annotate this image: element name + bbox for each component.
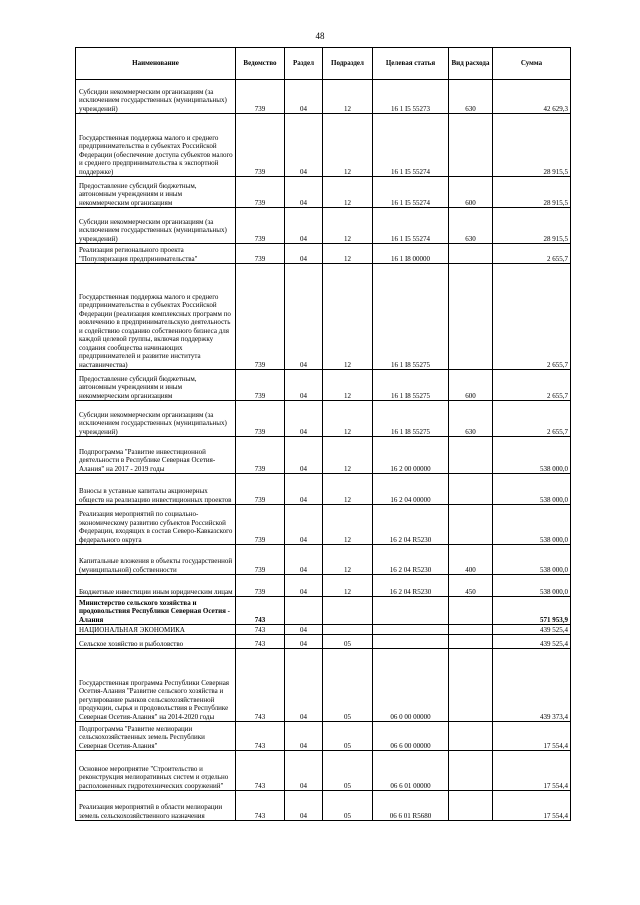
cell-podrazdel: 12	[323, 370, 373, 401]
cell-vedomstvo: 739	[236, 505, 285, 545]
cell-razdel: 04	[285, 635, 323, 649]
table-row	[76, 575, 571, 597]
cell-expense-type	[449, 474, 493, 505]
cell-razdel: 04	[285, 474, 323, 505]
cell-amount: 538 000,0	[493, 437, 571, 474]
cell-expense-type: 600	[449, 177, 493, 208]
cell-amount: 538 000,0	[493, 575, 571, 597]
cell-amount: 439 373,4	[493, 649, 571, 722]
cell-name: Взносы в уставные капиталы акционерных обществ на реализацию инвестиционных проектов	[76, 474, 236, 505]
cell-target-article: 16 1 I5 55274	[373, 114, 449, 177]
cell-amount: 28 915,5	[493, 177, 571, 208]
cell-expense-type: 450	[449, 575, 493, 597]
cell-razdel: 04	[285, 625, 323, 635]
cell-vedomstvo: 739	[236, 80, 285, 114]
cell-podrazdel	[323, 597, 373, 625]
cell-amount: 538 000,0	[493, 545, 571, 575]
cell-podrazdel: 05	[323, 635, 373, 649]
cell-razdel: 04	[285, 575, 323, 597]
cell-podrazdel: 12	[323, 208, 373, 244]
table-row	[76, 401, 571, 437]
cell-target-article: 06 6 00 00000	[373, 722, 449, 751]
cell-podrazdel: 12	[323, 401, 373, 437]
cell-expense-type: 600	[449, 370, 493, 401]
cell-name: Основное мероприятие "Строительство и реконструкция мелиоративных систем и отдельно расположенных гидротехнических сооружений"	[76, 751, 236, 791]
cell-name: Предоставление субсидий бюджетным, автономным учреждениям и иным некоммерческим организациям	[76, 370, 236, 401]
cell-amount: 42 629,3	[493, 80, 571, 114]
cell-expense-type: 630	[449, 80, 493, 114]
cell-podrazdel: 12	[323, 505, 373, 545]
cell-razdel: 04	[285, 751, 323, 791]
cell-target-article: 16 1 I8 55275	[373, 264, 449, 370]
cell-target-article: 06 0 00 00000	[373, 649, 449, 722]
cell-target-article: 06 6 01 00000	[373, 751, 449, 791]
cell-vedomstvo: 739	[236, 208, 285, 244]
cell-razdel: 04	[285, 177, 323, 208]
cell-amount: 17 554,4	[493, 791, 571, 821]
table-row	[76, 208, 571, 244]
cell-name: Субсидии некоммерческим организациям (за исключением государственных (муниципальных) учреждений)	[76, 208, 236, 244]
header-amount: Сумма	[493, 48, 571, 80]
cell-vedomstvo: 743	[236, 791, 285, 821]
table-row	[76, 244, 571, 264]
cell-podrazdel: 05	[323, 722, 373, 751]
cell-target-article: 16 2 04 R5230	[373, 505, 449, 545]
table-row	[76, 80, 571, 114]
cell-vedomstvo: 739	[236, 437, 285, 474]
cell-podrazdel: 12	[323, 80, 373, 114]
cell-razdel: 04	[285, 649, 323, 722]
table-row	[76, 649, 571, 722]
cell-vedomstvo: 739	[236, 401, 285, 437]
cell-podrazdel: 12	[323, 114, 373, 177]
cell-vedomstvo: 739	[236, 244, 285, 264]
cell-razdel: 04	[285, 791, 323, 821]
table-row	[76, 635, 571, 649]
cell-expense-type	[449, 437, 493, 474]
cell-target-article	[373, 625, 449, 635]
cell-podrazdel: 12	[323, 575, 373, 597]
table-row	[76, 505, 571, 545]
cell-razdel: 04	[285, 244, 323, 264]
page-number: 48	[315, 31, 325, 41]
cell-expense-type	[449, 791, 493, 821]
cell-expense-type	[449, 649, 493, 722]
cell-vedomstvo: 739	[236, 370, 285, 401]
table-row	[76, 474, 571, 505]
cell-vedomstvo: 739	[236, 114, 285, 177]
table-row	[76, 264, 571, 370]
table-row	[76, 114, 571, 177]
header-podrazdel: Подраздел	[323, 48, 373, 80]
cell-vedomstvo: 743	[236, 635, 285, 649]
cell-target-article	[373, 597, 449, 625]
cell-expense-type: 400	[449, 545, 493, 575]
table-row	[76, 177, 571, 208]
cell-podrazdel: 12	[323, 264, 373, 370]
cell-podrazdel: 12	[323, 545, 373, 575]
cell-name: Сельское хозяйство и рыболовство	[76, 635, 236, 649]
cell-target-article	[373, 635, 449, 649]
header-razdel: Раздел	[285, 48, 323, 80]
cell-razdel: 04	[285, 264, 323, 370]
cell-razdel	[285, 597, 323, 625]
cell-target-article: 16 1 I5 55274	[373, 208, 449, 244]
table-row	[76, 437, 571, 474]
table-header-row	[76, 48, 571, 80]
cell-name: Капитальные вложения в объекты государственной (муниципальной) собственности	[76, 545, 236, 575]
cell-amount: 2 655,7	[493, 244, 571, 264]
table-row	[76, 597, 571, 625]
cell-podrazdel: 12	[323, 244, 373, 264]
cell-target-article: 16 2 04 R5230	[373, 575, 449, 597]
cell-target-article: 16 1 I8 55275	[373, 370, 449, 401]
cell-name: Реализация мероприятий в области мелиорации земель сельскохозяйственного назначения	[76, 791, 236, 821]
cell-name: Министерство сельского хозяйства и продовольствия Республики Северная Осетия - Алания	[76, 597, 236, 625]
cell-amount: 2 655,7	[493, 264, 571, 370]
cell-name: Субсидии некоммерческим организациям (за исключением государственных (муниципальных) учреждений)	[76, 80, 236, 114]
cell-podrazdel: 05	[323, 751, 373, 791]
cell-vedomstvo: 739	[236, 575, 285, 597]
cell-name: Подпрограмма "Развитие мелиорации сельскохозяйственных земель Республики Северная Осетия-Алания"	[76, 722, 236, 751]
cell-name: Предоставление субсидий бюджетным, автономным учреждениям и иным некоммерческим организациям	[76, 177, 236, 208]
cell-razdel: 04	[285, 208, 323, 244]
cell-amount: 28 915,5	[493, 114, 571, 177]
cell-name: Государственная поддержка малого и среднего предпринимательства в субъектах Российской Федерации (обеспечение доступа субъектов малого и среднего предпринимательства к экспортной поддержке)	[76, 114, 236, 177]
cell-razdel: 04	[285, 545, 323, 575]
cell-expense-type	[449, 635, 493, 649]
cell-name: Реализация мероприятий по социально-экономическому развитию субъектов Российской Федерации, входящих в состав Северо-Кавказского федерального округа	[76, 505, 236, 545]
cell-target-article: 16 1 I8 55275	[373, 401, 449, 437]
cell-name: Подпрограмма "Развитие инвестиционной деятельности в Республике Северная Осетия-Алания" на 2017 - 2019 годы	[76, 437, 236, 474]
cell-vedomstvo: 743	[236, 649, 285, 722]
cell-razdel: 04	[285, 505, 323, 545]
cell-amount: 2 655,7	[493, 370, 571, 401]
cell-amount: 571 953,9	[493, 597, 571, 625]
cell-amount: 2 655,7	[493, 401, 571, 437]
cell-expense-type	[449, 625, 493, 635]
cell-target-article: 16 2 00 00000	[373, 437, 449, 474]
cell-vedomstvo: 739	[236, 177, 285, 208]
cell-amount: 439 525,4	[493, 635, 571, 649]
cell-razdel: 04	[285, 722, 323, 751]
cell-amount: 538 000,0	[493, 474, 571, 505]
cell-target-article: 16 1 I5 55273	[373, 80, 449, 114]
cell-vedomstvo: 743	[236, 722, 285, 751]
header-target-article: Целевая статья	[373, 48, 449, 80]
cell-amount: 17 554,4	[493, 751, 571, 791]
cell-expense-type	[449, 597, 493, 625]
cell-target-article: 16 1 I5 55274	[373, 177, 449, 208]
cell-expense-type	[449, 264, 493, 370]
cell-razdel: 04	[285, 80, 323, 114]
cell-podrazdel: 05	[323, 649, 373, 722]
cell-podrazdel	[323, 625, 373, 635]
cell-vedomstvo: 739	[236, 474, 285, 505]
cell-amount: 439 525,4	[493, 625, 571, 635]
cell-podrazdel: 12	[323, 177, 373, 208]
cell-vedomstvo: 743	[236, 625, 285, 635]
cell-expense-type	[449, 114, 493, 177]
cell-podrazdel: 12	[323, 474, 373, 505]
cell-name: Государственная поддержка малого и среднего предпринимательства в субъектах Российской Федерации (реализация комплексных программ по вовлечению в предпринимательскую деятельность и содействию созданию собственного бизнеса для каждой целевой группы, включая поддержку создания сообщества начинающих предпринимателей и развитие института наставничества)	[76, 264, 236, 370]
cell-podrazdel: 05	[323, 791, 373, 821]
cell-expense-type: 630	[449, 401, 493, 437]
cell-expense-type	[449, 244, 493, 264]
cell-expense-type	[449, 722, 493, 751]
cell-name: Субсидии некоммерческим организациям (за исключением государственных (муниципальных) учреждений)	[76, 401, 236, 437]
cell-name: Реализация регионального проекта "Популяризация предпринимательства"	[76, 244, 236, 264]
cell-target-article: 16 2 04 R5230	[373, 545, 449, 575]
cell-target-article: 16 1 I8 00000	[373, 244, 449, 264]
cell-vedomstvo: 739	[236, 264, 285, 370]
header-name: Наименование	[76, 48, 236, 80]
cell-amount: 28 915,5	[493, 208, 571, 244]
table-row	[76, 625, 571, 635]
cell-vedomstvo: 743	[236, 597, 285, 625]
table-row	[76, 545, 571, 575]
cell-name: Государственная программа Республики Северная Осетия-Алания "Развитие сельского хозяйства и регулирование рынков сельскохозяйственной продукции, сырья и продовольствия в Республике Северная Осетия-Алания" на 2014-2020 годы	[76, 649, 236, 722]
table-row	[76, 722, 571, 751]
cell-razdel: 04	[285, 401, 323, 437]
cell-razdel: 04	[285, 437, 323, 474]
cell-vedomstvo: 739	[236, 545, 285, 575]
budget-table	[75, 47, 571, 821]
cell-amount: 538 000,0	[493, 505, 571, 545]
cell-razdel: 04	[285, 370, 323, 401]
cell-target-article: 06 6 01 R5680	[373, 791, 449, 821]
cell-target-article: 16 2 04 00000	[373, 474, 449, 505]
cell-expense-type	[449, 505, 493, 545]
table-row	[76, 791, 571, 821]
cell-name: НАЦИОНАЛЬНАЯ ЭКОНОМИКА	[76, 625, 236, 635]
cell-name: Бюджетные инвестиции иным юридическим лицам	[76, 575, 236, 597]
cell-amount: 17 554,4	[493, 722, 571, 751]
cell-vedomstvo: 743	[236, 751, 285, 791]
cell-razdel: 04	[285, 114, 323, 177]
header-expense-type: Вид расхода	[449, 48, 493, 80]
table-row	[76, 751, 571, 791]
cell-expense-type	[449, 751, 493, 791]
header-vedomstvo: Ведомство	[236, 48, 285, 80]
cell-expense-type: 630	[449, 208, 493, 244]
table-row	[76, 370, 571, 401]
cell-podrazdel: 12	[323, 437, 373, 474]
